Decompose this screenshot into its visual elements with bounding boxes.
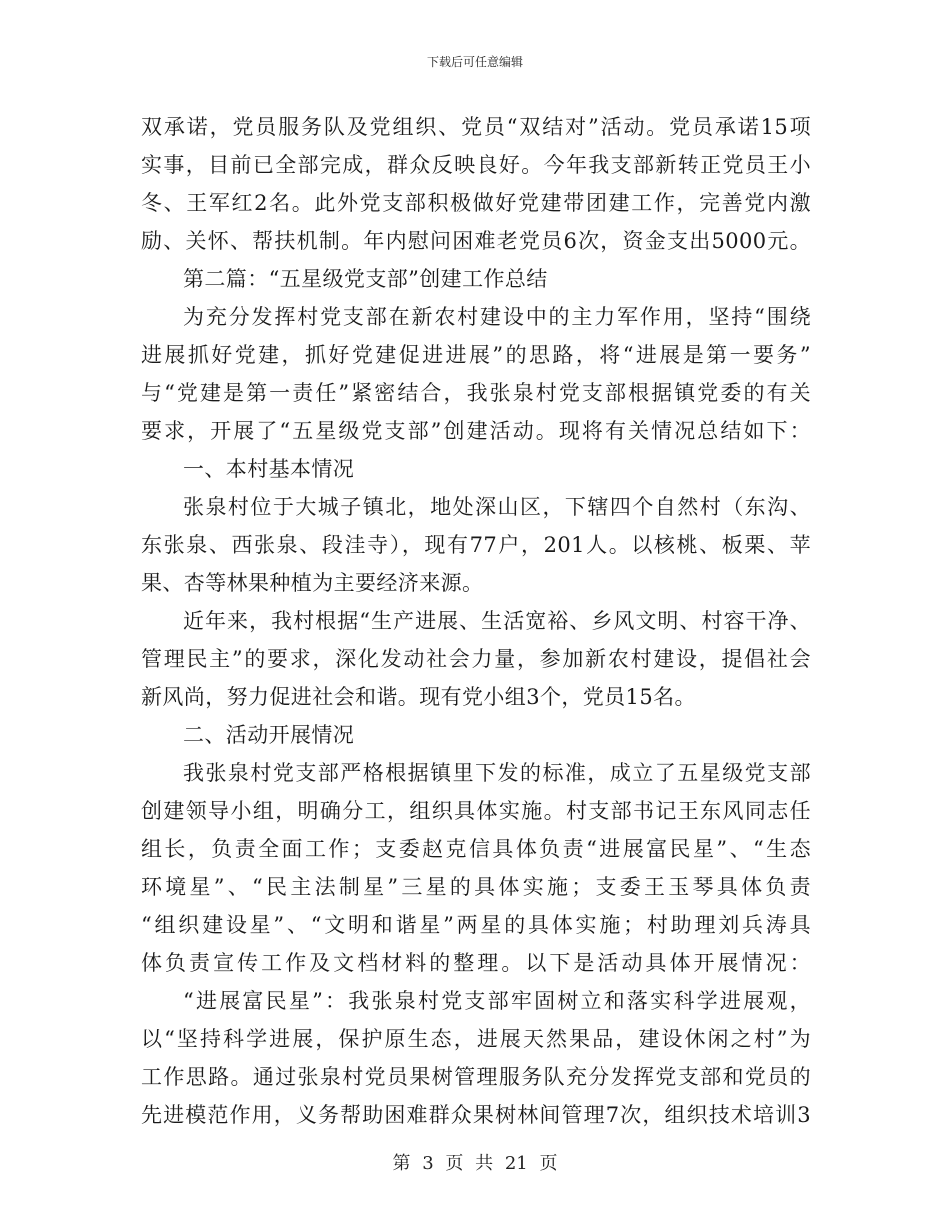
text-line: 冬、王军红2名。此外党支部积极做好党建带团建工作，完善党内激 [141,191,811,215]
text-line: 二、活动开展情况 [183,723,355,747]
text-line: 为充分发挥村党支部在新农村建设中的主力军作用，坚持“围绕 [183,305,811,329]
text-line: 管理民主”的要求，深化发动社会力量，参加新农村建设，提倡社会 [141,647,811,671]
text-line: 先进模范作用，义务帮助困难群众果树林间管理7次，组织技术培训3 [141,1103,811,1127]
text-line: 实事，目前已全部完成，群众反映良好。今年我支部新转正党员王小 [141,153,811,177]
text-line: 要求，开展了“五星级党支部”创建活动。现将有关情况总结如下： [141,419,811,443]
document-body [141,108,811,1134]
text-line: 近年来，我村根据“生产进展、生活宽裕、乡风文明、村容干净、 [183,609,811,633]
page-header: 下载后可任意编辑 [426,55,523,69]
text-line: 进展抓好党建，抓好党建促进进展”的思路，将“进展是第一要务” [141,343,811,367]
text-line: 我张泉村党支部严格根据镇里下发的标准，成立了五星级党支部 [183,761,811,785]
text-line: 第二篇：“五星级党支部”创建工作总结 [183,267,548,291]
text-line: “组织建设星”、“文明和谐星”两星的具体实施；村助理刘兵涛具 [141,913,811,937]
text-line: 新风尚，努力促进社会和谐。现有党小组3个，党员15名。 [141,685,696,709]
text-line: 创建领导小组，明确分工，组织具体实施。村支部书记王东风同志任 [141,799,811,823]
page-number: 第 3 页 共 21 页 [392,1153,558,1174]
text-line: 果、杏等林果种植为主要经济来源。 [141,571,484,595]
text-line: 体负责宣传工作及文档材料的整理。以下是活动具体开展情况： [141,951,811,975]
text-line: 以“坚持科学进展，保护原生态，进展天然果品，建设休闲之村”为 [141,1027,811,1051]
text-line: 张泉村位于大城子镇北，地处深山区，下辖四个自然村（东沟、 [183,495,811,519]
text-line: 环境星”、“民主法制星”三星的具体实施；支委王玉琴具体负责 [141,875,811,899]
text-line: 双承诺，党员服务队及党组织、党员“双结对”活动。党员承诺15项 [141,115,811,139]
text-line: 东张泉、西张泉、段洼寺），现有77户，201人。以核桃、板栗、苹 [141,533,811,557]
text-line: 励、关怀、帮扶机制。年内慰问困难老党员6次，资金支出5000元。 [141,229,811,253]
text-line: 工作思路。通过张泉村党员果树管理服务队充分发挥党支部和党员的 [141,1065,811,1089]
text-line: “进展富民星”：我张泉村党支部牢固树立和落实科学进展观， [183,989,811,1013]
text-line: 组长，负责全面工作；支委赵克信具体负责“进展富民星”、“生态 [141,837,811,861]
text-line: 一、本村基本情况 [183,457,355,481]
text-line: 与“党建是第一责任”紧密结合，我张泉村党支部根据镇党委的有关 [141,381,811,405]
